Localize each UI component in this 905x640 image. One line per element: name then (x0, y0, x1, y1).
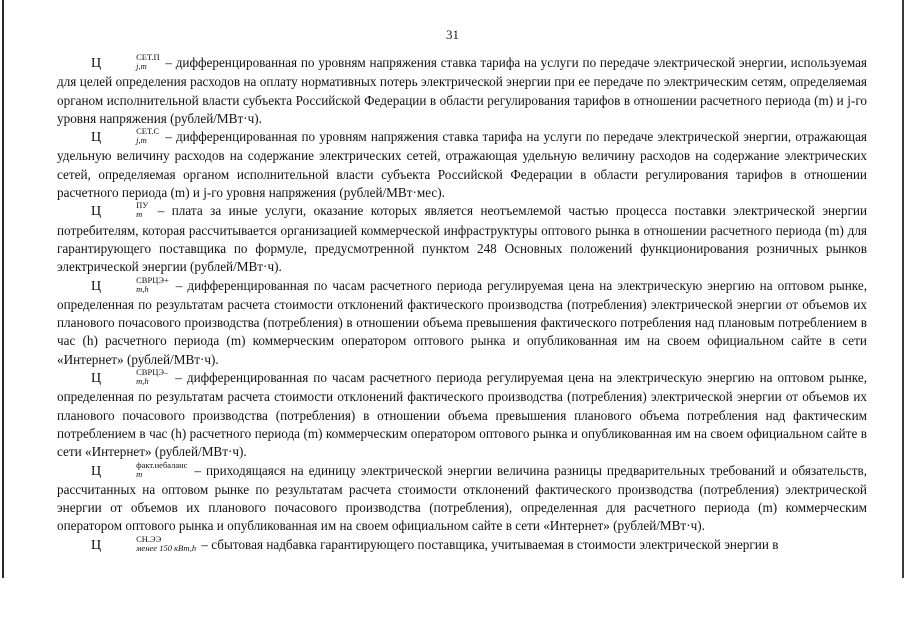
symbol-superscript: ПУ (136, 200, 149, 211)
scan-border-left (2, 0, 4, 640)
symbol-base: Ц (91, 204, 102, 220)
formula-symbol (91, 459, 189, 479)
definition-text: – дифференцированная по часам расчетного периода регулируемая цена на электрическую энергию на оптовом рынке, определенная по результатам расчета стоимости отклонений фактического производства (потребления) электрической энергии от объемов их планового почасового производства (потребления) в отношении объема превышения фактического потребления над плановым потреблением в час (h) расчетного периода (m) коммерческим оператором оптового рынка и опубликованная им на своем официальном сайте в сети «Интернет» (рублей/МВт·ч). (57, 277, 868, 367)
symbol-base: Ц (91, 56, 102, 71)
document-body (57, 51, 868, 555)
definition-paragraph (57, 51, 867, 128)
symbol-superscript: СН.ЭЭ (136, 533, 162, 544)
symbol-superscript: СВРЦЭ– (136, 367, 169, 378)
symbol-subscript: m (136, 209, 143, 220)
symbol-subscript: m (136, 468, 143, 479)
symbol-base: Ц (91, 130, 102, 146)
definition-paragraph (57, 202, 867, 276)
symbol-base: Ц (91, 463, 102, 479)
symbol-base: Ц (91, 278, 102, 294)
definition-text: – приходящаяся на единицу электрической энергии величина разницы предварительных требований и обязательств, рассчитанных на оптовом рынке по результатам расчета стоимости отклонений фактического производства (потребления) электрической энергии от объемов их планового почасового производства (потребления), определенная для расчетного периода (m) коммерческим оператором оптового рынка и опубликованная им на своем официальном сайте в сети «Интернет» (рублей/МВт·ч). (57, 462, 868, 534)
symbol-superscript: СЕТ.П (136, 51, 160, 62)
definition-paragraph (57, 128, 867, 202)
definition-text: – дифференцированная по уровням напряжения ставка тарифа на услуги по передаче электрической энергии, отражающая удельную величину расходов на содержание электрических сетей, отражающая удельную величину расходов на содержание электрических сетей, определяемая органом исполнительной власти субъекта Российской Федерации в области регулирования тарифов в отношении расчетного периода (m) и j-го уровня напряжения (рублей/МВт·мес). (57, 129, 868, 201)
formula-symbol (91, 274, 171, 294)
formula-symbol (91, 200, 150, 220)
symbol-superscript: факт.небаланс (136, 459, 188, 470)
formula-symbol (91, 533, 198, 553)
definition-text: – плата за иные услуги, оказание которых является неотъемлемой частью процесса поставки электрической энергии потребителям, которая рассчитывается организацией коммерческой инфраструктуры оптового рынка в отношении расчетного периода (m) для гарантирующего поставщика по формуле, предусмотренной пунктом 248 Основных положений функционирования розничных рынков электрической энергии (рублей/МВт·ч). (57, 203, 868, 275)
page-cutoff (0, 578, 905, 640)
scan-border-right (902, 0, 904, 640)
definition-paragraph (57, 459, 868, 536)
definition-text: – дифференцированная по часам расчетного периода регулируемая цена на электрическую энергию на оптовом рынке, определенная по результатам расчета стоимости отклонений фактического производства (потребления) электрической энергии от объемов их планового почасового производства (потребления) в отношении объема превышения планового объема потребления над фактическим потреблением в час (h) расчетного периода (m) коммерческим оператором оптового рынка и опубликованная им на своем официальном сайте в сети «Интернет» (рублей/МВт·ч). (57, 370, 867, 460)
definition-paragraph (57, 533, 867, 555)
definition-paragraph (57, 369, 867, 461)
symbol-base: Ц (91, 371, 102, 387)
symbol-subscript: j,m (136, 135, 147, 146)
symbol-subscript: j,m (136, 60, 147, 71)
symbol-superscript: СЕТ.С (136, 126, 160, 137)
definition-text: – дифференцированная по уровням напряжения ставка тарифа на услуги по передаче электрической энергии, используемая для целей определения расходов на оплату нормативных потерь электрической энергии при ее передаче по электрическим сетям, определяемая органом исполнительной власти субъекта Российской Федерации в области регулирования тарифов в отношении расчетного периода (m) и j-го уровня напряжения (рублей/МВт·ч). (57, 55, 867, 126)
symbol-subscript: m,h (136, 376, 149, 387)
symbol-base: Ц (91, 537, 102, 553)
definition-paragraph (57, 274, 868, 369)
symbol-subscript: менее 150 кВт,h (136, 542, 197, 553)
symbol-superscript: СВРЦЭ+ (136, 274, 169, 285)
symbol-subscript: m,h (136, 283, 149, 294)
page-number: 31 (446, 27, 459, 42)
formula-symbol (91, 126, 161, 146)
formula-symbol (91, 51, 162, 71)
definition-text: – сбытовая надбавка гарантирующего поставщика, учитываемая в стоимости электрической энергии в (201, 536, 779, 552)
formula-symbol (91, 367, 170, 387)
